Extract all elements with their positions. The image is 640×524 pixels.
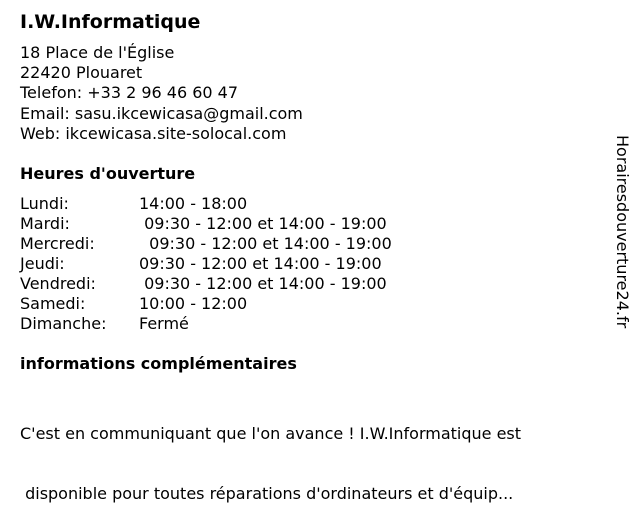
day-hours: 09:30 - 12:00 et 14:00 - 19:00: [139, 214, 387, 233]
address-city: 22420 Plouaret: [20, 63, 143, 83]
opening-hours-heading: Heures d'ouverture: [20, 164, 196, 183]
info-line: disponible pour toutes réparations d'ordinateurs et d'équip...: [20, 484, 514, 503]
hours-row-thursday: [20, 254, 440, 274]
hours-row-tuesday: [20, 214, 440, 234]
web-line: Web: ikcewicasa.site-solocal.com: [20, 123, 287, 143]
email-line: Email: sasu.ikcewicasa@gmail.com: [20, 103, 303, 123]
additional-info-heading: informations complémentaires: [20, 354, 297, 373]
hours-row-friday: [20, 274, 440, 294]
day-hours: 09:30 - 12:00 et 14:00 - 19:00: [139, 274, 387, 293]
day-hours: 10:00 - 12:00: [139, 294, 248, 313]
day-hours: 09:30 - 12:00 et 14:00 - 19:00: [139, 254, 382, 273]
info-line: C'est en communiquant que l'on avance ! I.W.Informatique est: [20, 424, 522, 443]
day-label: Samedi:: [20, 294, 86, 313]
day-hours: 09:30 - 12:00 et 14:00 - 19:00: [139, 234, 392, 253]
site-watermark: Horairesdouverture24.fr: [613, 135, 632, 329]
day-label: Mercredi:: [20, 234, 95, 253]
additional-info-text: [20, 384, 521, 524]
phone-line: Telefon: +33 2 96 46 60 47: [20, 83, 239, 103]
hours-row-sunday: [20, 314, 440, 334]
day-label: Jeudi:: [20, 254, 65, 273]
address-street: 18 Place de l'Église: [20, 43, 175, 62]
day-label: Lundi:: [20, 194, 69, 213]
day-label: Mardi:: [20, 214, 70, 233]
hours-row-wednesday: [20, 234, 440, 254]
day-label: Vendredi:: [20, 274, 96, 293]
day-hours: Fermé: [139, 314, 189, 333]
hours-row-saturday: [20, 294, 440, 314]
day-label: Dimanche:: [20, 314, 107, 333]
business-name: I.W.Informatique: [20, 11, 201, 33]
contact-block: [20, 43, 303, 144]
hours-row-monday: [20, 194, 440, 214]
day-hours: 14:00 - 18:00: [139, 194, 248, 213]
opening-hours-table: [20, 194, 440, 334]
